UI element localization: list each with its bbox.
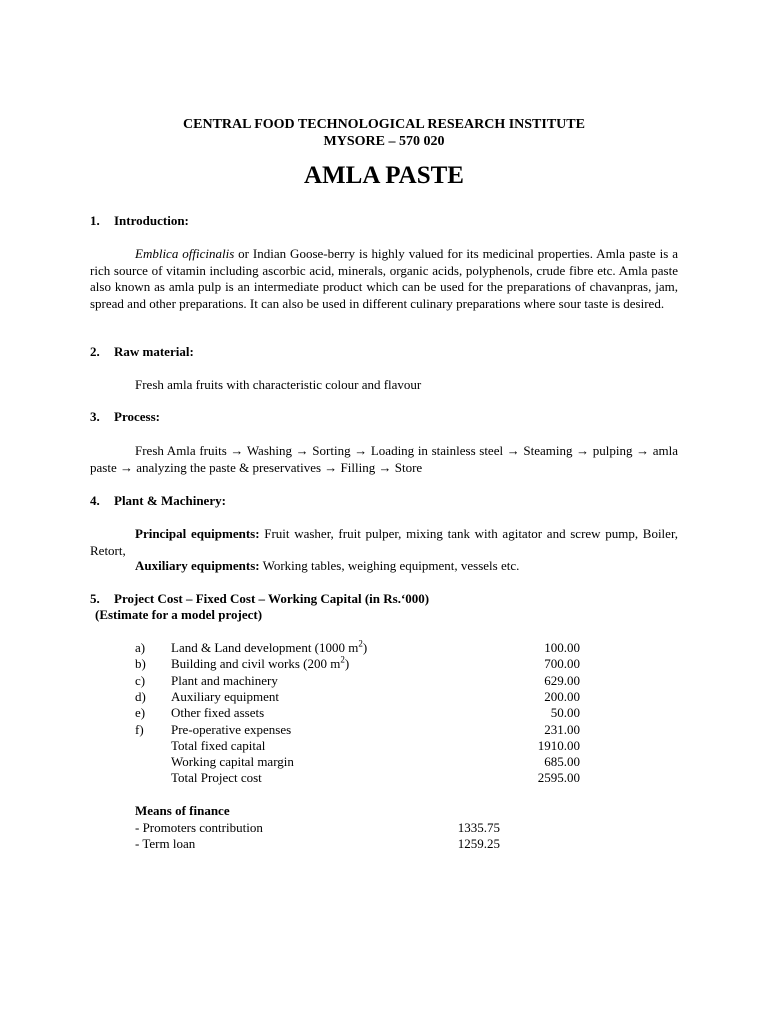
superscript: 2 [358,638,363,649]
botanical-name: Emblica officinalis [135,246,235,261]
section-number: 2. [90,344,100,359]
arrow-icon: → [295,443,309,458]
process-step: Washing [246,443,292,458]
process-step: Sorting [312,443,351,458]
cost-item-name: Total fixed capital [171,737,266,753]
cost-row [135,722,580,738]
cost-row [135,770,580,786]
institute-name: CENTRAL FOOD TECHNOLOGICAL RESEARCH INSTITUTE [183,117,585,132]
section-number: 3. [90,409,100,424]
cost-row [135,656,580,672]
cost-item-label: c) [135,672,146,688]
superscript: 2 [340,654,345,665]
principal-equipments-label: Principal equipments: [135,526,260,541]
document-title: AMLA PASTE [304,162,464,189]
institute-address: MYSORE – 570 020 [323,134,445,149]
arrow-icon: → [378,459,392,475]
cost-row [135,689,580,705]
section-number: 1. [90,213,100,228]
arrow-icon: → [506,443,520,458]
cost-row [135,640,580,656]
cost-item-name: Plant and machinery [171,672,278,688]
cost-item-value: 231.00 [544,721,580,737]
process-step: analyzing the paste & preservatives [136,459,322,475]
auxiliary-equipments-line [135,558,519,575]
cost-row [135,673,580,689]
cost-item-name: Total Project cost [171,770,262,786]
means-of-finance-heading: Means of finance [135,803,230,818]
process-step: pulping [592,443,633,458]
cost-item-name: Land & Land development (1000 $m^2$) [171,638,368,655]
section-heading-text: Introduction: [114,213,189,228]
arrow-icon: → [636,443,650,458]
finance-row [135,820,500,836]
cost-item-value: 50.00 [550,705,580,721]
section-heading-text: Project Cost – Fixed Cost – Working Capital (in Rs.‘000) [114,591,430,606]
project-cost-subheading: (Estimate for a model project) [95,607,263,622]
finance-item-value: 1335.75 [457,820,500,835]
process-step: Fresh Amla fruits [135,443,227,458]
cost-item-label: a) [135,640,146,655]
cost-item-value: 100.00 [544,640,580,655]
process-flow [90,443,678,476]
process-step: amla paste [90,443,679,475]
finance-item-name: - Term loan [135,836,196,852]
cost-item-value: 200.00 [544,688,580,704]
section-introduction-heading [90,213,189,230]
introduction-paragraph [90,246,678,312]
arrow-icon: → [119,459,133,475]
cost-item-label: e) [135,705,146,721]
section-plant-heading [90,493,226,510]
section-heading-text: Raw material: [114,344,194,359]
cost-item-value: 685.00 [544,754,580,770]
section-heading-text: Plant & Machinery: [114,493,226,508]
cost-row [135,738,580,754]
cost-row [135,705,580,721]
cost-item-name: Other fixed assets [171,705,265,721]
cost-item-name: Working capital margin [171,754,294,770]
section-number: 4. [90,493,100,508]
cost-item-name: Auxiliary equipment [171,688,279,704]
process-step: Filling [340,459,376,475]
cost-item-label: d) [135,688,146,704]
section-heading-text: Process: [114,409,160,424]
cost-item-name: Pre-operative expenses [171,721,292,737]
cost-item-label: b) [135,656,146,672]
section-project-cost-heading [90,591,429,608]
cost-item-value: 629.00 [544,672,580,688]
section-raw-material-heading [90,344,194,361]
arrow-icon: → [324,459,338,475]
finance-item-name: - Promoters contribution [135,820,263,835]
finance-item-value: 1259.25 [457,836,500,852]
introduction-text: or Indian Goose-berry is highly valued for its medicinal properties. Amla paste is a rich source of vitamin including ascorbic acid, minerals, organic acids, polyphenols, crude fibre etc. Amla paste also known as amla pulp is an intermediate product which can be used for the preparations of chavanpras, jam, spread and other preparations. It can also be used in different culinary preparations where sour taste is desired. [90,246,678,311]
section-process-heading [90,409,160,426]
cost-item-value: 700.00 [544,656,580,672]
cost-item-name: Building and civil works (200 $m^2$) [171,654,350,672]
section-number: 5. [90,591,100,606]
arrow-icon: → [230,443,244,458]
principal-equipments-paragraph [90,526,678,559]
arrow-icon: → [576,443,590,458]
finance-row [135,836,500,852]
process-step: Steaming [523,443,573,458]
cost-item-value: 2595.00 [537,770,580,786]
cost-item-label: f) [135,721,144,737]
auxiliary-equipments-text: Working tables, weighing equipment, vessels etc. [259,558,520,573]
process-step: Loading in stainless steel [370,443,504,458]
process-step: Store [394,459,423,475]
raw-material-text: Fresh amla fruits with characteristic colour and flavour [135,377,422,392]
cost-row [135,754,580,770]
principal-equipments-text: Fruit washer, fruit pulper, mixing tank with agitator and screw pump, Boiler, Retort, [90,526,678,558]
auxiliary-equipments-label: Auxiliary equipments: [135,558,260,573]
arrow-icon: → [354,443,368,458]
cost-item-value: 1910.00 [537,737,580,753]
